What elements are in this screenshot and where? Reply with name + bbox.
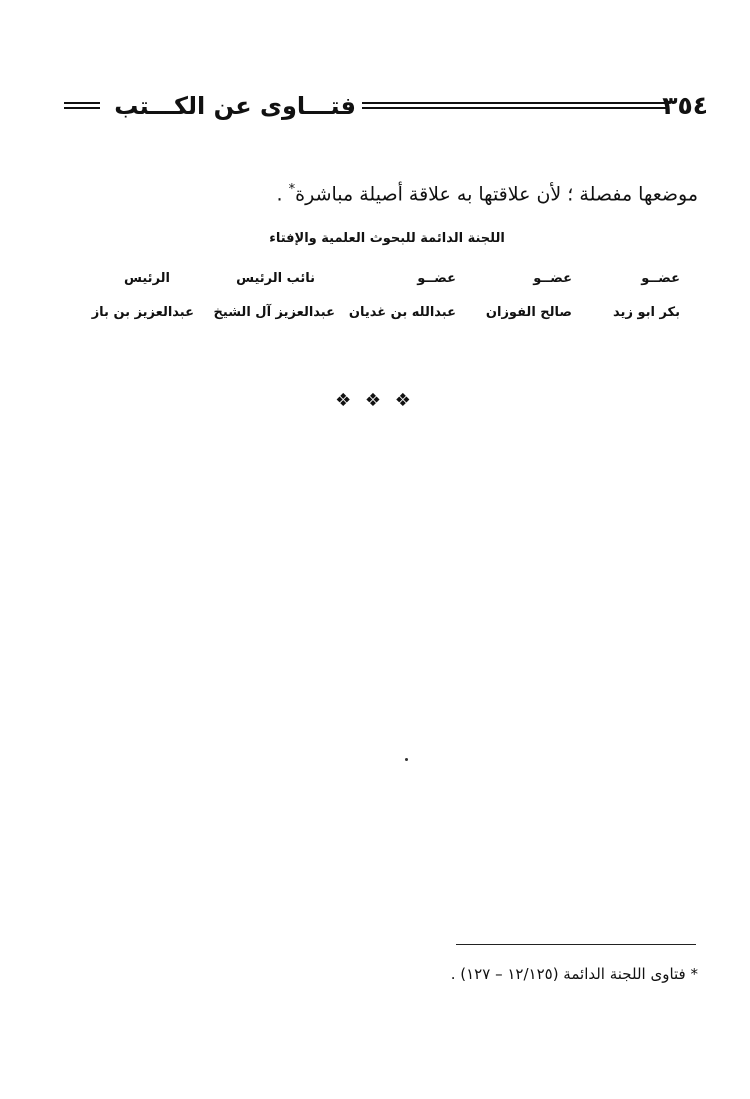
- body-text-end: .: [276, 183, 289, 206]
- signatory-role: عضــو: [417, 271, 456, 286]
- section-divider-ornament: ❖ ❖ ❖: [335, 390, 415, 411]
- signatory: [349, 268, 456, 324]
- signatory: [613, 268, 680, 324]
- signatory-role: الرئيس: [124, 271, 170, 286]
- signatory: [92, 268, 194, 324]
- footnote-marker: *: [288, 182, 296, 197]
- page-header: [62, 88, 708, 124]
- body-text-main: موضعها مفصلة ؛ لأن علاقتها به علاقة أصيلة مباشرة: [295, 183, 698, 206]
- signatory-name: عبدالعزيز بن باز: [91, 305, 194, 320]
- signatory-role: عضــو: [533, 271, 572, 286]
- header-rule-right: [362, 102, 666, 109]
- signatory-name: عبدالله بن غديان: [348, 305, 456, 320]
- header-rule-left: [64, 102, 100, 109]
- page-number: ٣٥٤: [662, 91, 708, 120]
- signatory: [214, 268, 335, 324]
- signatory: [486, 268, 572, 324]
- committee-title: اللجنة الدائمة للبحوث العلمية والإفتاء: [269, 231, 505, 246]
- signatories: [80, 268, 680, 328]
- footnote-separator: [456, 944, 696, 945]
- signatory-name: عبدالعزيز آل الشيخ: [213, 305, 335, 320]
- signatory-name: بكر ابو زيد: [613, 305, 680, 320]
- scan-speck: [405, 758, 408, 761]
- running-title: فتـــاوى عن الكـــتب: [114, 92, 356, 120]
- signatory-role: نائب الرئيس: [236, 271, 315, 286]
- signatory-role: عضــو: [641, 271, 680, 286]
- signatory-name: صالح الفوزان: [485, 305, 572, 320]
- footnote-text: * فتاوى اللجنة الدائمة (١٢/١٢٥ – ١٢٧) .: [450, 965, 698, 983]
- body-text: [277, 176, 698, 208]
